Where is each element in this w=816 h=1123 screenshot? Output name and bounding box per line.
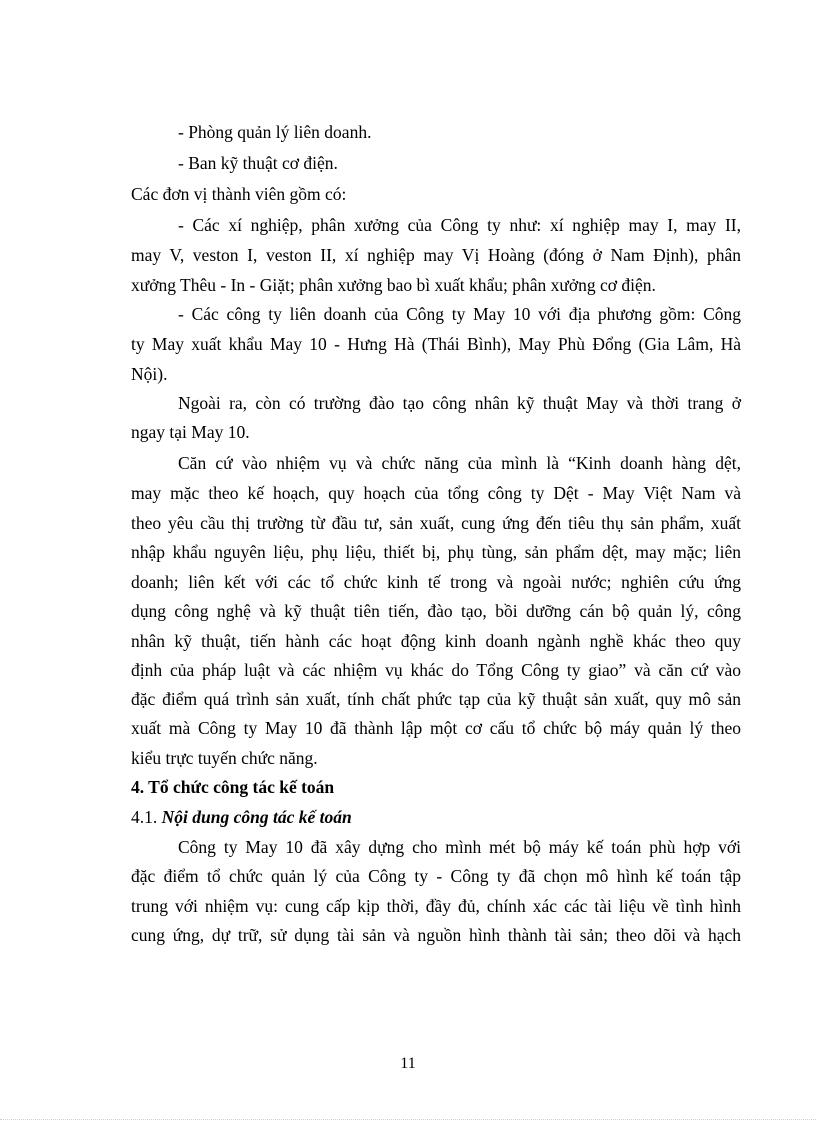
subsection-number — [131, 806, 352, 828]
text-line: - Các công ty liên doanh của Công ty May 10 với địa phương gồm: Công — [178, 304, 741, 324]
text-line: nhập khẩu nguyên liệu, phụ liệu, thiết bị, phụ tùng, sản phẩm dệt, may mặc; liên — [131, 542, 741, 562]
text-line: - Các xí nghiệp, phân xưởng của Công ty như: xí nghiệp may I, may II, — [178, 215, 741, 235]
text-line: Các đơn vị thành viên gồm có: — [131, 184, 347, 204]
text-line: xưởng Thêu - In - Giặt; phân xưởng bao bì xuất khẩu; phân xưởng cơ điện. — [131, 275, 656, 295]
text-line: đặc điểm quá trình sản xuất, tính chất phức tạp của kỹ thuật sản xuất, quy mô sản — [131, 689, 741, 709]
subsection-heading: Nội dung công tác kế toán — [161, 807, 352, 827]
text-line: Nội). — [131, 364, 168, 384]
text-line: - Phòng quản lý liên doanh. — [178, 122, 372, 142]
text-line: Ngoài ra, còn có trường đào tạo công nhân kỹ thuật May và thời trang ở — [178, 393, 741, 413]
text-line: may V, veston I, veston II, xí nghiệp may Vị Hoàng (đóng ở Nam Định), phân — [131, 245, 741, 265]
text-line: ty May xuất khẩu May 10 - Hưng Hà (Thái Bình), May Phù Đổng (Gia Lâm, Hà — [131, 334, 741, 354]
section-heading: 4. Tổ chức công tác kế toán — [131, 777, 335, 797]
text-line: xuất mà Công ty May 10 đã thành lập một cơ cấu tổ chức bộ máy quản lý theo — [131, 718, 741, 738]
page-bottom-divider — [0, 1119, 816, 1120]
text-line: ngay tại May 10. — [131, 422, 250, 442]
text-line: nhân kỹ thuật, tiến hành các hoạt động kinh doanh ngành nghề khác theo quy — [131, 631, 741, 651]
text-line: định của pháp luật và các nhiệm vụ khác do Tổng Công ty giao” và căn cứ vào — [131, 660, 741, 680]
text-line: trung với nhiệm vụ: cung cấp kịp thời, đầy đủ, chính xác các tài liệu về tình hình — [131, 896, 741, 916]
text-line: doanh; liên kết với các tổ chức kinh tế trong và ngoài nước; nghiên cứu ứng — [131, 572, 741, 592]
text-line: Công ty May 10 đã xây dựng cho mình mét bộ máy kế toán phù hợp với — [178, 837, 741, 857]
text-line: dụng công nghệ và kỹ thuật tiên tiến, đào tạo, bồi dưỡng cán bộ quản lý, công — [131, 601, 741, 621]
text-line: đặc điểm tổ chức quản lý của Công ty - Công ty đã chọn mô hình kế toán tập — [131, 866, 741, 886]
text-line: kiểu trực tuyến chức năng. — [131, 748, 318, 768]
text-line: cung ứng, dự trữ, sử dụng tài sản và nguồn hình thành tài sản; theo dõi và hạch — [131, 925, 741, 945]
text-line: - Ban kỹ thuật cơ điện. — [178, 153, 338, 173]
text-line: may mặc theo kế hoạch, quy hoạch của tổng công ty Dệt - May Việt Nam và — [131, 483, 741, 503]
subsection-number-label: 4.1. — [131, 807, 158, 827]
page-number: 11 — [400, 1055, 416, 1072]
text-line: theo yêu cầu thị trường từ đầu tư, sản xuất, cung ứng đến tiêu thụ sản phẩm, xuất — [131, 513, 741, 533]
text-line: Căn cứ vào nhiệm vụ và chức năng của mình là “Kinh doanh hàng dệt, — [178, 453, 741, 473]
